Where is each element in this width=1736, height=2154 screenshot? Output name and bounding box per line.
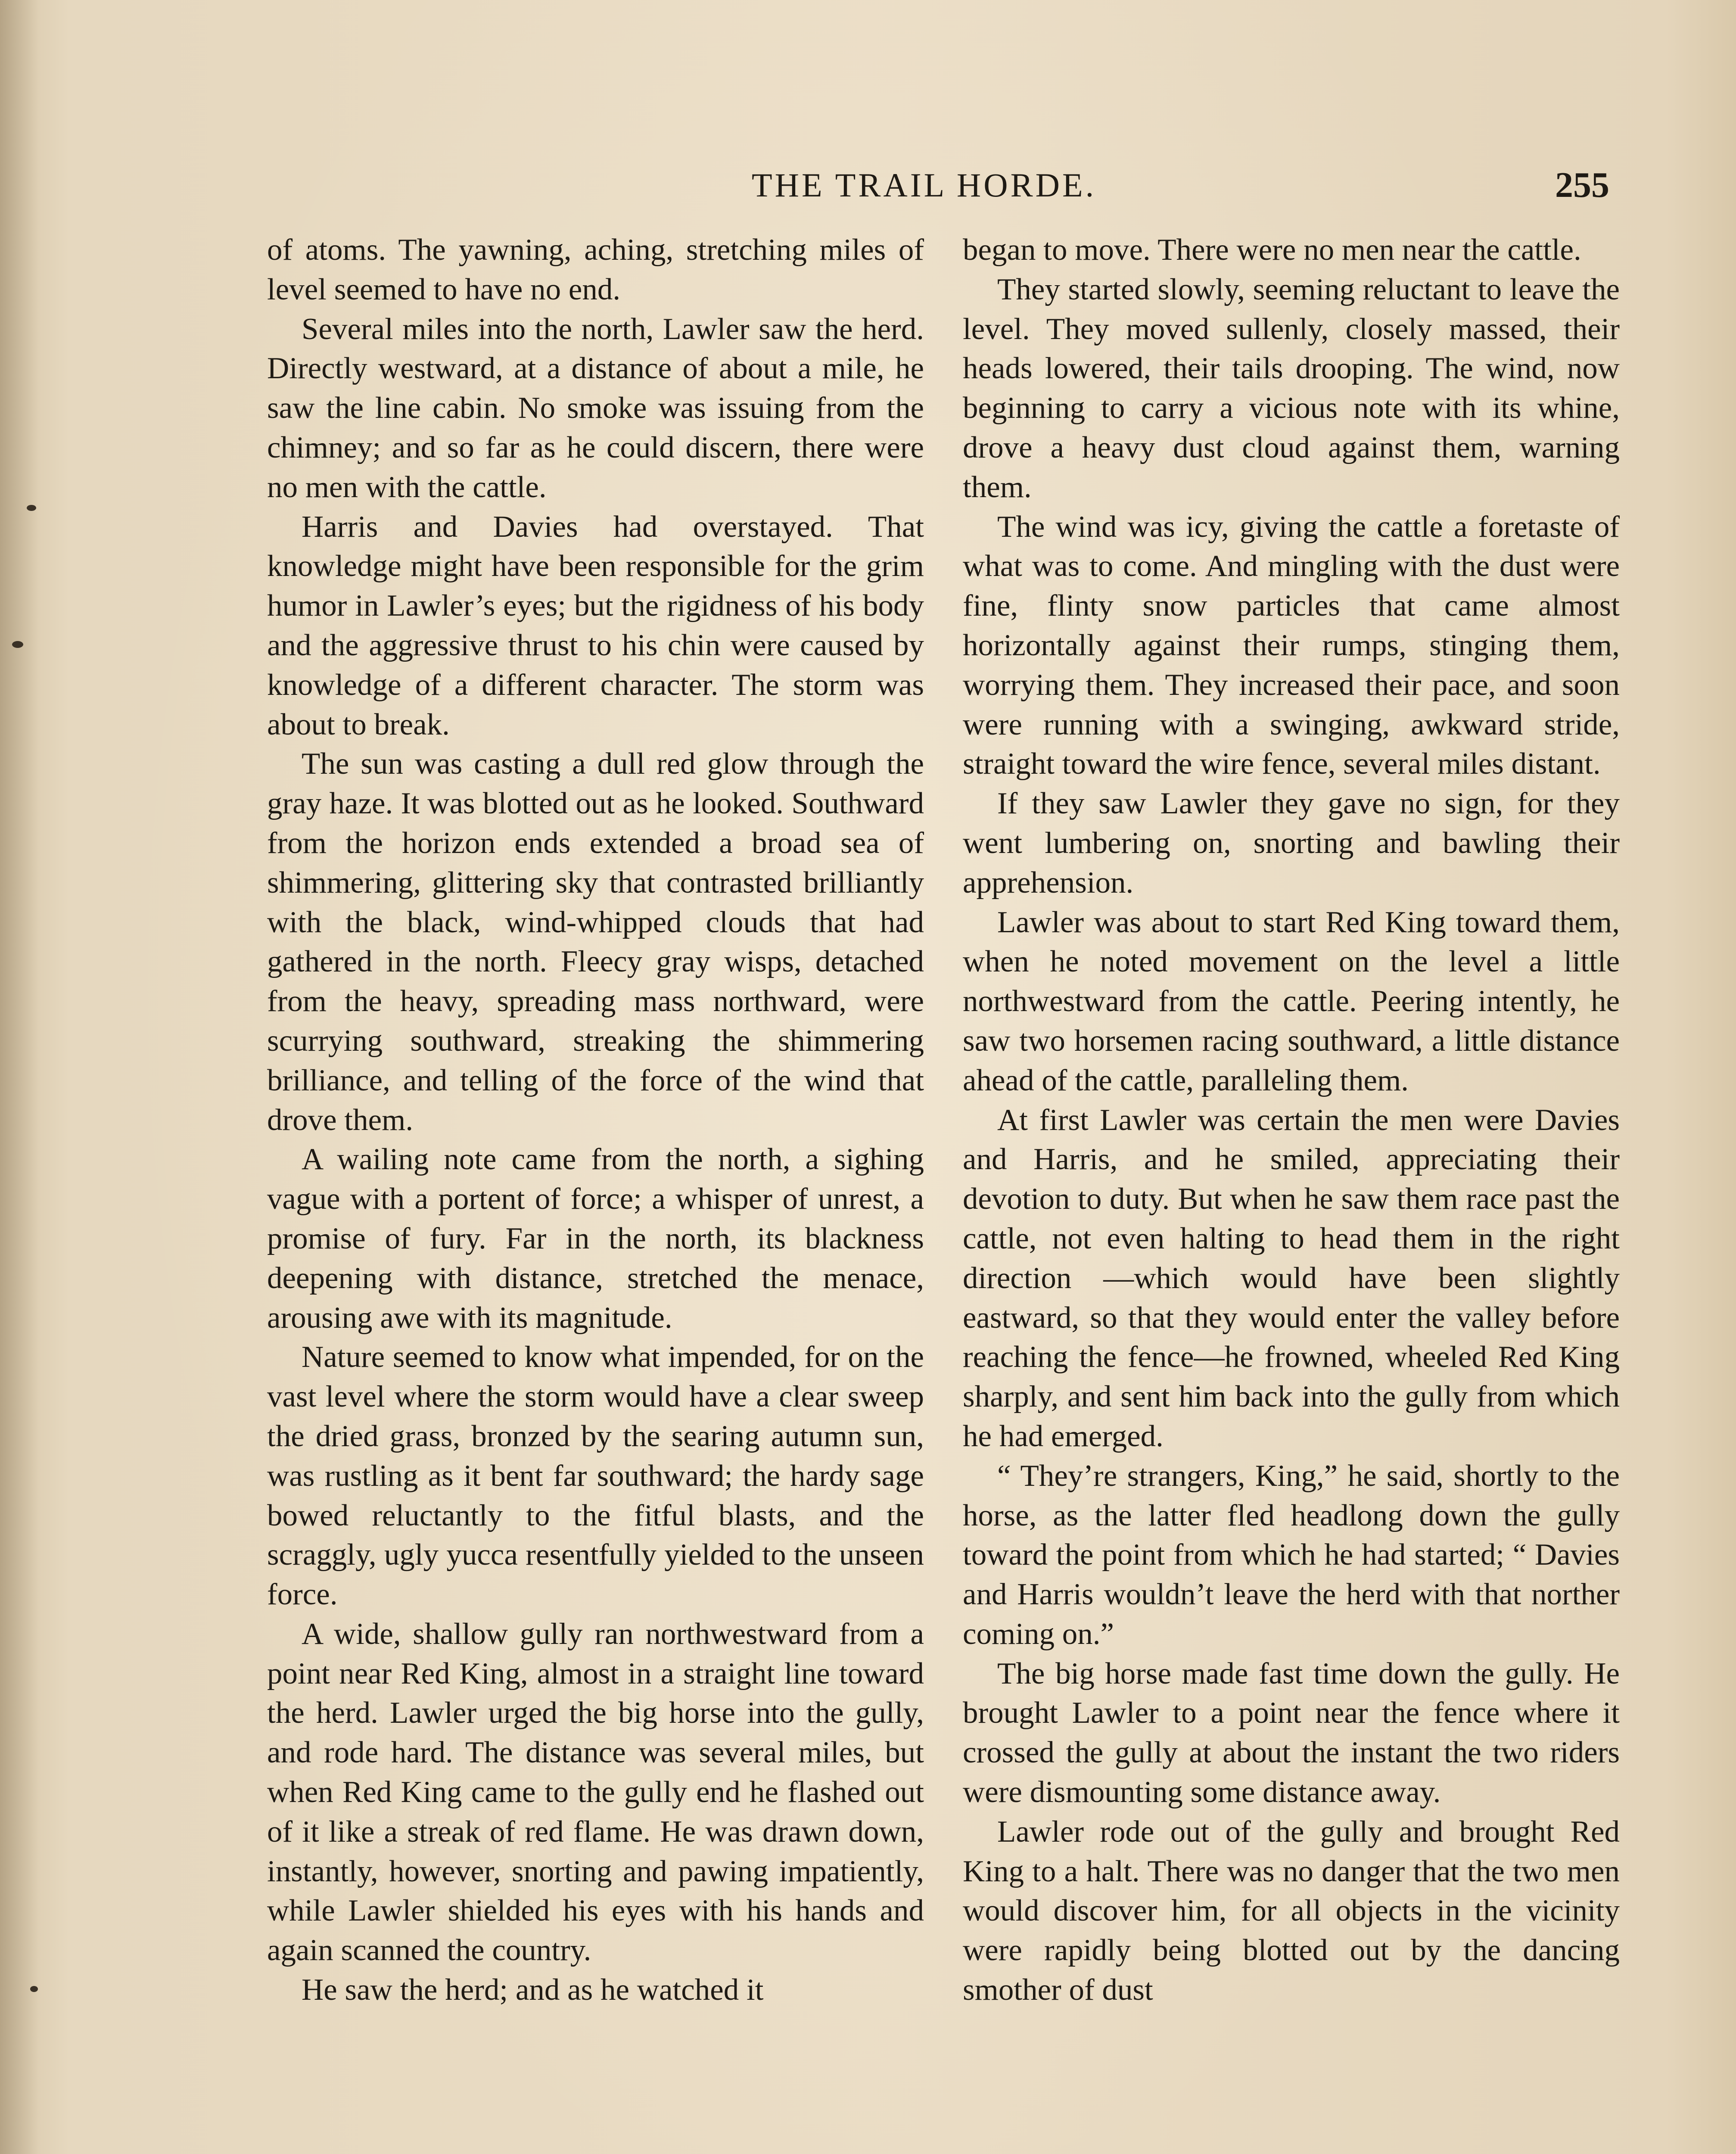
- page-edge-shadow: [0, 0, 39, 2154]
- margin-speck: [12, 641, 23, 648]
- paragraph: “ They’re strangers, King,” he said, shortly to the horse, as the latter fled headlong down the gully toward the point from which he had started; “ Davies and Harris wouldn’t leave the herd with that norther coming on.”: [963, 1459, 1620, 1651]
- paragraph: began to move. There were no men near the cattle.: [963, 233, 1581, 267]
- page-header: [0, 159, 1736, 211]
- paragraph: Lawler was about to start Red King toward them, when he noted movement on the level a little northwestward from the cattle. Peering intently, he saw two horsemen racing southward, a little distance ahead of the cattle, paralleling them.: [963, 905, 1620, 1097]
- paragraph: If they saw Lawler they gave no sign, for they went lumbering on, snorting and bawling their apprehension.: [963, 787, 1620, 900]
- paragraph: of atoms. The yawning, aching, stretching miles of level seemed to have no end.: [267, 233, 924, 306]
- paragraph: Harris and Davies had overstayed. That knowledge might have been responsible for the grim humor in Lawler’s eyes; but the rigidness of his body and the aggressive thrust to his chin were caused by knowledge of a different character. The storm was about to break.: [267, 510, 924, 741]
- paragraph: A wide, shallow gully ran northwestward from a point near Red King, almost in a straight line toward the herd. Lawler urged the big horse into the gully, and rode hard. The distance was several miles, but when Red King came to the gully end he flashed out of it like a streak of red flame. He was drawn down, instantly, however, snorting and pawing impatiently, while Lawler shielded his eyes with his hands and again scanned the country.: [267, 1617, 924, 1967]
- paragraph: The wind was icy, giving the cattle a foretaste of what was to come. And mingling with the dust were fine, flinty snow particles that came almost horizontally against their rumps, stinging them, worrying them. They increased their pace, and soon were running with a swinging, awkward stride, straight toward the wire fence, several miles distant.: [963, 510, 1620, 781]
- paragraph: The sun was casting a dull red glow through the gray haze. It was blotted out as he looked. Southward from the horizon ends extended a broad sea of shimmering, glittering sky that contrasted brilliantly with the black, wind-whipped clouds that had gathered in the north. Fleecy gray wisps, detached from the heavy, spreading mass northward, were scurrying southward, streaking the shimmering brilliance, and telling of the force of the wind that drove them.: [267, 747, 924, 1137]
- paragraph: Nature seemed to know what impended, for on the vast level where the storm would have a clear sweep the dried grass, bronzed by the searing autumn sun, was rustling as it bent far southward; the hardy sage bowed reluctantly to the fitful blasts, and the scraggly, ugly yucca resentfully yielded to the unseen force.: [267, 1340, 924, 1612]
- paragraph: Several miles into the north, Lawler saw the herd. Directly westward, at a distance of about a mile, he saw the line cabin. No smoke was issuing from the chimney; and so far as he could discern, there were no men with the cattle.: [267, 312, 924, 504]
- paragraph: The big horse made fast time down the gully. He brought Lawler to a point near the fence where it crossed the gully at about the instant the two riders were dismounting some distance away.: [963, 1656, 1620, 1809]
- margin-speck: [30, 1986, 38, 1992]
- paragraph: He saw the herd; and as he watched it: [302, 1973, 764, 2007]
- left-column: [267, 230, 924, 2010]
- right-column: [963, 230, 1620, 2010]
- paragraph: Lawler rode out of the gully and brought Red King to a halt. There was no danger that the two men would discover him, for all objects in the vicinity were rapidly being blotted out by the dancing smother of dust: [963, 1815, 1620, 2007]
- running-title: THE TRAIL HORDE.: [752, 166, 1097, 204]
- paragraph: A wailing note came from the north, a sighing vague with a portent of force; a whisper of unrest, a promise of fury. Far in the north, its blackness deepening with distance, stretched the menace, arousing awe with its magnitude.: [267, 1142, 924, 1335]
- margin-speck: [27, 505, 36, 511]
- paragraph: At first Lawler was certain the men were Davies and Harris, and he smiled, appreciating their devotion to duty. But when he saw them race past the cattle, not even halting to head them in the right direction —which would have been slightly eastward, so that they would enter the valley before reaching the fence—he frowned, wheeled Red King sharply, and sent him back into the gully from which he had emerged.: [963, 1103, 1620, 1453]
- page-number: 255: [1555, 165, 1609, 205]
- paragraph: They started slowly, seeming reluctant to leave the level. They moved sullenly, closely massed, their heads lowered, their tails drooping. The wind, now beginning to carry a vicious note with its whine, drove a heavy dust cloud against them, warning them.: [963, 272, 1620, 504]
